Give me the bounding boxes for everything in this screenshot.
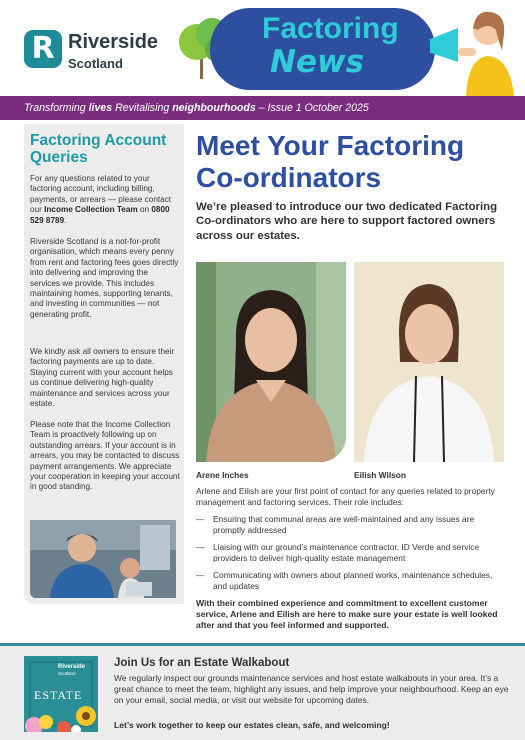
estate-walkabout-image xyxy=(24,656,98,732)
tagline-banner xyxy=(0,96,525,120)
main-title: Meet Your Factoring Co-ordinators xyxy=(196,130,465,193)
dash-icon: — xyxy=(196,514,205,524)
text: on xyxy=(137,205,152,215)
role-description: Arlene and Eilish are your first point of contact for any queries related to property management and factoring services. Their role includes: xyxy=(196,486,495,507)
bullet-text: Communicating with owners about planned works, maintenance schedules, and updates xyxy=(213,570,493,591)
brand-name: Riverside xyxy=(68,31,159,53)
speech-bubble-tail xyxy=(380,72,408,90)
banner-bold-lives: lives xyxy=(88,102,113,114)
intro-text: We’re pleased to introduce our two dedicated Factoring Co-ordinators who are here to support factored owners across our estates. xyxy=(196,201,498,242)
walkabout-title: Join Us for an Estate Walkabout xyxy=(114,657,290,669)
sidebar-title: Factoring Account Queries xyxy=(30,132,167,166)
income-collection-team: Income Collection Team xyxy=(44,205,138,215)
dash-icon: — xyxy=(196,542,205,552)
text: . xyxy=(64,215,67,225)
sidebar-paragraph-nonprofit: Riverside Scotland is a not-for-profit organisation, which means every penny from rent and factoring fees goes directly into delivering and improving the services we provide. This includes maintaining homes, supporting tenants, and investing in communities — not generating profit. xyxy=(30,237,179,319)
banner-text: Revitalising xyxy=(112,102,173,114)
estate-img-brand-sub: Scotland xyxy=(58,671,76,676)
sidebar-paragraph-contact xyxy=(30,174,180,226)
closing-statement: With their combined experience and commitment to excellent customer service, Arlene and Eilish are here to make sure your estate is well looked after and that you feel informed and supported. xyxy=(196,598,498,630)
sidebar-paragraph-payments: We kindly ask all owners to ensure their factoring payments are up to date. Staying current with your account helps us continue delivering high-quality maintenance and services across your estate. xyxy=(30,347,175,409)
caption-eilish-wilson: Eilish Wilson xyxy=(354,470,407,480)
photo-eilish-wilson xyxy=(354,262,504,462)
phone-number: 0800 529 8789 xyxy=(30,205,170,225)
walkabout-callout: Let’s work together to keep our estates clean, safe, and welcoming! xyxy=(114,720,390,730)
dash-icon: — xyxy=(196,570,205,580)
bullet-text: Liaising with our ground’s maintenance contractor, ID Verde and service providers to deliver high-quality estate management xyxy=(213,542,480,563)
logo-letter: R xyxy=(31,31,55,66)
caption-arene-inches: Arene Inches xyxy=(196,470,249,480)
walkabout-text: We regularly inspect our grounds maintenance services and host estate walkabouts in your area. It’s a great chance to meet the team, highlight any issues, and help improve your neighbourhood. Keep an eye on your email, social media, or visit our website for upcoming dates. xyxy=(114,673,509,705)
bullet-text: Ensuring that communal areas are well-maintained and any issues are promptly addressed xyxy=(213,514,475,535)
photo-arene-inches xyxy=(196,262,346,462)
banner-text: Transforming xyxy=(24,102,89,114)
newsletter-title-line2: News xyxy=(270,44,365,80)
riverside-logo xyxy=(24,30,62,68)
estate-img-brand: Riverside xyxy=(58,664,86,670)
text: For any questions related to your factoring account, including billing, payments, or arrears — please contact our xyxy=(30,174,172,215)
newsletter-title-line1: Factoring xyxy=(262,12,399,45)
sidebar-paragraph-arrears: Please note that the Income Collection Team is proactively following up on outstanding arrears. If your account is in arrears, you may be contacted to discuss payment arrangements. We appreciate your cooperation in keeping your account in good standing. xyxy=(30,420,180,492)
brand-subtitle: Scotland xyxy=(68,56,123,71)
person-megaphone-illustration xyxy=(418,0,525,96)
banner-issue: – Issue 1 October 2025 xyxy=(255,102,369,114)
header xyxy=(0,0,525,96)
banner-bold-neighbourhoods: neighbourhoods xyxy=(172,102,256,114)
staff-photo xyxy=(30,520,176,598)
estate-img-word: ESTATE xyxy=(34,688,83,702)
